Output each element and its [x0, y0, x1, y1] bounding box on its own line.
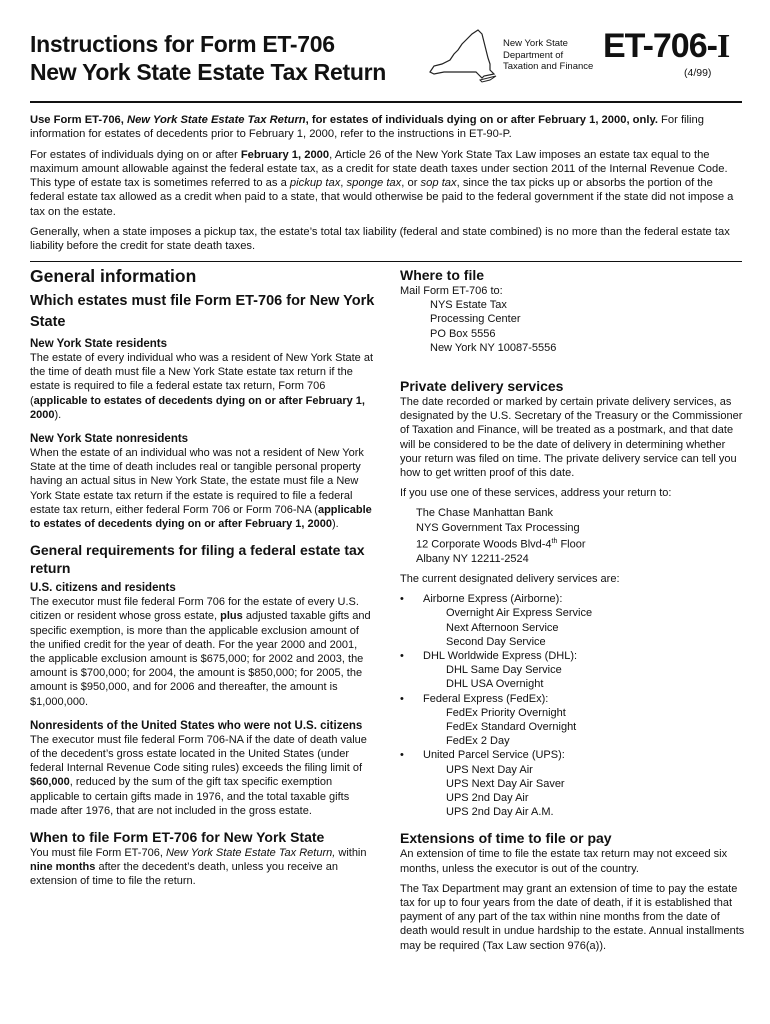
address-line: 12 Corporate Woods Blvd-4th Floor [416, 537, 586, 551]
intro-paragraph-1: Use Form ET-706, New York State Estate Tax Return, for estates of individuals dying on or after February 1, 2000, only. For filing information for estates of decedents prior to February 1, 2000, refer to the instructions in ET-90-P. [30, 114, 704, 141]
service-airborne [400, 592, 745, 606]
general-information-heading: General information [30, 266, 197, 286]
nonresidents-us-text: The executor must file federal Form 706-NA if the date of death value of the decedent’s gross estate located in the United States (under federal Internal Revenue Code siting rules) exceeds the filing limit of $60,000, reduced by the sum of the gift tax specific exemption applicable to certain gifts made in 1976, and the total taxable gifts made after 1976, that are not included in the gross estate. [30, 733, 367, 817]
address-line: Processing Center [430, 313, 521, 326]
current-services-text: The current designated delivery services are: [400, 572, 620, 585]
extensions-text-1: An extension of time to file the estate tax return may not exceed six months, unless the executor is out of the country. [400, 848, 728, 875]
when-to-file-heading: When to file Form ET-706 for New York State [30, 829, 325, 846]
service-name: United Parcel Service (UPS): [423, 749, 565, 762]
form-number-suffix: I [716, 28, 730, 65]
new-york-state-map-icon [424, 28, 498, 84]
section-divider [30, 261, 742, 262]
revision-date: (4/99) [684, 67, 712, 79]
us-citizens-heading: U.S. citizens and residents [30, 582, 176, 595]
service-option: FedEx Priority Overnight [446, 706, 566, 719]
nys-residents-text: The estate of every individual who was a resident of New York State at the time of death must file a New York State estate tax return if the estate is required to file a federal estate tax return, Form 706 (applicable to estates of decedents dying on or after February 1, 2000). [30, 352, 374, 421]
chase-address [400, 506, 745, 565]
intro-paragraph-2: For estates of individuals dying on or after February 1, 2000, Article 26 of the New York State Tax Law imposes an estate tax equal to the maximum amount allowable against the federal estate tax, as a credit for state death taxes under section 2011 of the Internal Revenue Code. This type of estate tax is sometimes referred to as a pickup tax, sponge tax, or sop tax, since the tax picks up or absorbs the portion of the federal estate tax allowed as a credit when paid to a state, that would otherwise be paid to the federal government if the state did not impose a tax on the estate. [30, 148, 734, 218]
service-option: DHL Same Day Service [446, 664, 562, 677]
service-option: Overnight Air Express Service [446, 607, 593, 620]
service-option: FedEx 2 Day [446, 735, 510, 748]
right-column [400, 266, 745, 953]
address-line: New York NY 10087-5556 [430, 341, 557, 354]
if-use-services-text: If you use one of these services, address your return to: [400, 487, 672, 500]
extensions-heading: Extensions of time to file or pay [400, 830, 612, 847]
extensions-text-2: The Tax Department may grant an extension of time to pay the estate tax for up to four years from the date of death, if it is established that payment of any part of the tax within nine months from the date of death would result in undue hardship to the estate. Annual installments may be required (Tax Law section 976(a)). [400, 882, 745, 952]
header-divider [30, 101, 742, 103]
where-to-file-text: Mail Form ET-706 to: [400, 285, 503, 297]
service-option: Second Day Service [446, 635, 546, 648]
nonresidents-us-heading: Nonresidents of the United States who were not U.S. citizens [30, 719, 363, 732]
intro-paragraph-3: Generally, when a state imposes a pickup tax, the estate’s total tax liability (federal and state combined) is no more than the federal estate tax liability before the credit for state death taxes. [30, 226, 730, 253]
service-option: FedEx Standard Overnight [446, 720, 577, 733]
general-requirements-heading: General requirements for filing a federal estate tax return [30, 542, 365, 577]
service-name: DHL Worldwide Express (DHL): [423, 649, 578, 662]
address-line: The Chase Manhattan Bank [416, 507, 553, 520]
intro-section [30, 113, 742, 260]
dept-line-2: Department of [503, 49, 564, 61]
left-column [30, 266, 375, 889]
service-option: UPS 2nd Day Air A.M. [446, 806, 554, 819]
bullet-icon: • [400, 749, 404, 762]
address-line: Albany NY 12211-2524 [416, 552, 529, 565]
private-delivery-text: The date recorded or marked by certain private delivery services, as designated by the U.S. Secretary of the Treasury or the Commissioner of Taxation and Finance, will be treated as a postmark, and that date will be considered to be the date of delivery in determining whether your return was filed on time. The private delivery service can tell you how to get written proof of this date. [400, 396, 743, 480]
service-name: Federal Express (FedEx): [423, 692, 549, 705]
title-line-2: New York State Estate Tax Return [30, 59, 386, 85]
where-to-file-heading: Where to file [400, 267, 485, 283]
department-name [503, 38, 593, 73]
bullet-icon: • [400, 649, 404, 662]
nys-residents-heading: New York State residents [30, 338, 167, 350]
address-line: NYS Estate Tax [430, 299, 507, 312]
service-option: DHL USA Overnight [446, 678, 544, 691]
nys-nonresidents-text: When the estate of an individual who was not a resident of New York State at the time of death includes real or tangible personal property having an actual situs in New York State, the estate must file a New York State estate tax return if the estate is required to file a federal estate tax return, either federal Form 706 or Form 706-NA (applicable to estates of decedents dying on or after February 1, 2000). [30, 447, 372, 531]
form-title [30, 30, 386, 86]
title-line-1: Instructions for Form ET-706 [30, 31, 335, 57]
form-number-main: ET-706- [603, 27, 717, 65]
form-number [603, 28, 729, 65]
when-to-file-text: You must file Form ET-706, New York State Estate Tax Return, within nine months after the decedent’s death, unless you receive an extension of time to file the return. [30, 847, 367, 888]
bullet-icon: • [400, 692, 404, 705]
which-estates-heading: Which estates must file Form ET-706 for New York State [30, 293, 375, 330]
service-option: UPS Next Day Air Saver [446, 777, 565, 790]
dept-line-1: New York State [503, 38, 568, 49]
bullet-icon: • [400, 593, 404, 606]
address-line: NYS Government Tax Processing [416, 521, 580, 534]
service-ups [400, 748, 745, 762]
service-name: Airborne Express (Airborne): [423, 593, 563, 606]
service-dhl [400, 649, 745, 663]
private-delivery-heading: Private delivery services [400, 378, 564, 395]
service-option: Next Afternoon Service [446, 621, 559, 634]
service-fedex [400, 692, 745, 706]
address-line: PO Box 5556 [430, 327, 496, 340]
nys-nonresidents-heading: New York State nonresidents [30, 433, 189, 446]
mail-address [400, 298, 745, 355]
service-option: UPS 2nd Day Air [446, 791, 529, 804]
us-citizens-text: The executor must file federal Form 706 for the estate of every U.S. citizen or resident whose gross estate, plus adjusted taxable gifts and specific exemption, is more than the applicable exclusion amount of the unified credit for the year of death. For the year 2000 and 2001, the applicable exclusion amount is $675,000; for 2002 and 2003, the amount is $700,000; for 2004, the amount is $850,000; for 2005, the amount is $950,000, and for 2006 and thereafter, the amount is $1,000,000. [30, 596, 371, 708]
dept-line-3: Taxation and Finance [503, 61, 594, 72]
service-option: UPS Next Day Air [446, 763, 533, 776]
